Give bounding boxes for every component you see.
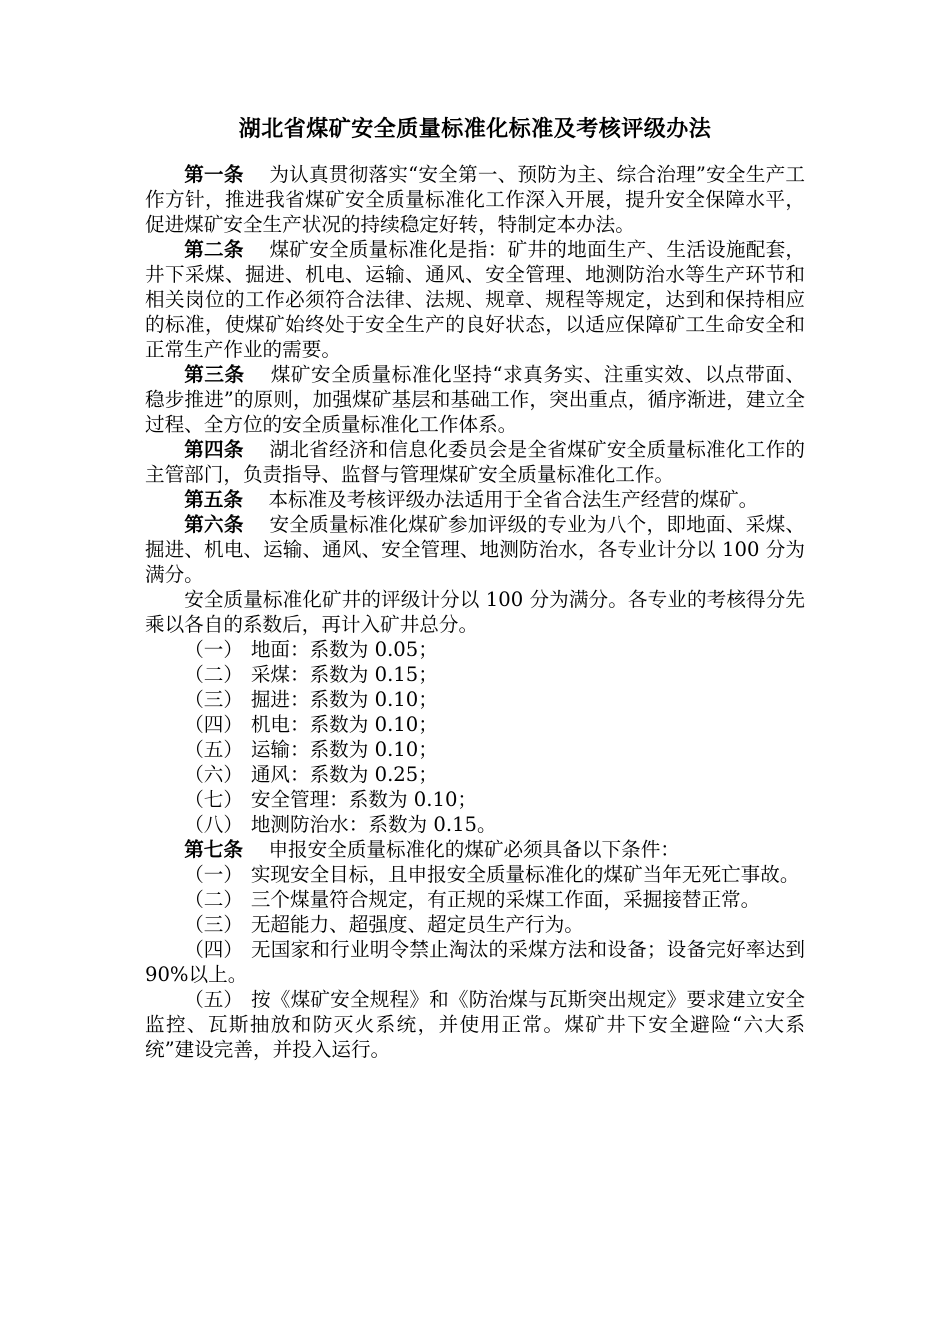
condition-item xyxy=(145,937,805,987)
item-text: 通风：系数为 0.25； xyxy=(250,763,438,786)
item-text: 实现安全目标，且申报安全质量标准化的煤矿当年无死亡事故。 xyxy=(250,863,800,886)
article-label: 第三条 xyxy=(184,363,245,386)
article-3 xyxy=(145,362,805,437)
item-number: （一） xyxy=(184,863,243,886)
item-number: （一） xyxy=(184,638,243,661)
item-number: （四） xyxy=(184,938,243,961)
article-2 xyxy=(145,237,805,362)
article-text: 湖北省经济和信息化委员会是全省煤矿安全质量标准化工作的主管部门，负责指导、监督与管理煤矿安全质量标准化工作。 xyxy=(145,438,806,486)
article-text: 煤矿安全质量标准化坚持“求真务实、注重实效、以点带面、稳步推进”的原则，加强煤矿基层和基础工作，突出重点，循序渐进，建立全过程、全方位的安全质量标准化工作体系。 xyxy=(145,363,805,436)
condition-item xyxy=(145,862,805,887)
item-text: 三个煤量符合规定，有正规的采煤工作面，采掘接替正常。 xyxy=(250,888,761,911)
item-number: （四） xyxy=(184,713,243,736)
coefficient-item xyxy=(145,812,805,837)
article-label: 第一条 xyxy=(184,163,244,186)
item-text: 地测防治水：系数为 0.15。 xyxy=(250,813,497,836)
condition-item xyxy=(145,887,805,912)
item-number: （二） xyxy=(184,663,243,686)
item-text: 掘进：系数为 0.10； xyxy=(250,688,438,711)
article-label: 第七条 xyxy=(184,838,243,861)
article-text: 本标准及考核评级办法适用于全省合法生产经营的煤矿。 xyxy=(268,488,759,511)
item-text: 无超能力、超强度、超定员生产行为。 xyxy=(250,913,584,936)
item-text: 无国家和行业明令禁止淘汰的采煤方法和设备；设备完好率达到 90%以上。 xyxy=(145,938,805,986)
article-6 xyxy=(145,512,805,587)
item-text: 采煤：系数为 0.15； xyxy=(250,663,438,686)
article-label: 第四条 xyxy=(184,438,244,461)
coefficient-item xyxy=(145,662,805,687)
item-number: （二） xyxy=(184,888,243,911)
coefficient-item xyxy=(145,687,805,712)
document-title: 湖北省煤矿安全质量标准化标准及考核评级办法 xyxy=(238,117,712,142)
item-number: （七） xyxy=(184,788,243,811)
article-7 xyxy=(145,837,805,862)
coefficient-item xyxy=(145,762,805,787)
item-text: 运输：系数为 0.10； xyxy=(250,738,438,761)
item-text: 安全管理：系数为 0.10； xyxy=(250,788,478,811)
coefficient-item xyxy=(145,712,805,737)
item-number: （三） xyxy=(184,688,243,711)
coefficient-item xyxy=(145,737,805,762)
article-5 xyxy=(145,487,805,512)
article-text: 安全质量标准化煤矿参加评级的专业为八个，即地面、采煤、掘进、机电、运输、通风、安全管理、地测防治水，各专业计分以 100 分为满分。 xyxy=(145,513,806,586)
article-text: 为认真贯彻落实“安全第一、预防为主、综合治理”安全生产工作方针，推进我省煤矿安全质量标准化工作深入开展，提升安全保障水平，促进煤矿安全生产状况的持续稳定好转，特制定本办法。 xyxy=(145,163,805,236)
coefficient-item xyxy=(145,637,805,662)
article-4 xyxy=(145,437,805,487)
article-label: 第六条 xyxy=(184,513,244,536)
coefficient-item xyxy=(145,787,805,812)
item-number: （六） xyxy=(184,763,243,786)
item-text: 机电：系数为 0.10； xyxy=(250,713,438,736)
condition-item xyxy=(145,987,805,1062)
condition-item xyxy=(145,912,805,937)
article-6-paragraph-2: 安全质量标准化矿井的评级计分以 100 分为满分。各专业的考核得分先乘以各自的系数后，再计入矿井总分。 xyxy=(145,588,805,636)
item-text: 地面：系数为 0.05； xyxy=(250,638,438,661)
article-1 xyxy=(145,162,805,237)
article-label: 第二条 xyxy=(184,238,244,261)
article-text: 申报安全质量标准化的煤矿必须具备以下条件： xyxy=(268,838,680,861)
item-text: 按《煤矿安全规程》和《防治煤与瓦斯突出规定》要求建立安全监控、瓦斯抽放和防灭火系统，并使用正常。煤矿井下安全避险“六大系统”建设完善，并投入运行。 xyxy=(145,988,805,1061)
item-number: （八） xyxy=(184,813,243,836)
item-number: （五） xyxy=(184,988,243,1011)
document-body xyxy=(145,162,805,1062)
item-number: （五） xyxy=(184,738,243,761)
article-label: 第五条 xyxy=(184,488,243,511)
article-text: 煤矿安全质量标准化是指：矿井的地面生产、生活设施配套，井下采煤、掘进、机电、运输、通风、安全管理、地测防治水等生产环节和相关岗位的工作必须符合法律、法规、规章、规程等规定，达到和保持相应的标准，使煤矿始终处于安全生产的良好状态，以适应保障矿工生命安全和正常生产作业的需要。 xyxy=(145,238,806,361)
item-number: （三） xyxy=(184,913,243,936)
